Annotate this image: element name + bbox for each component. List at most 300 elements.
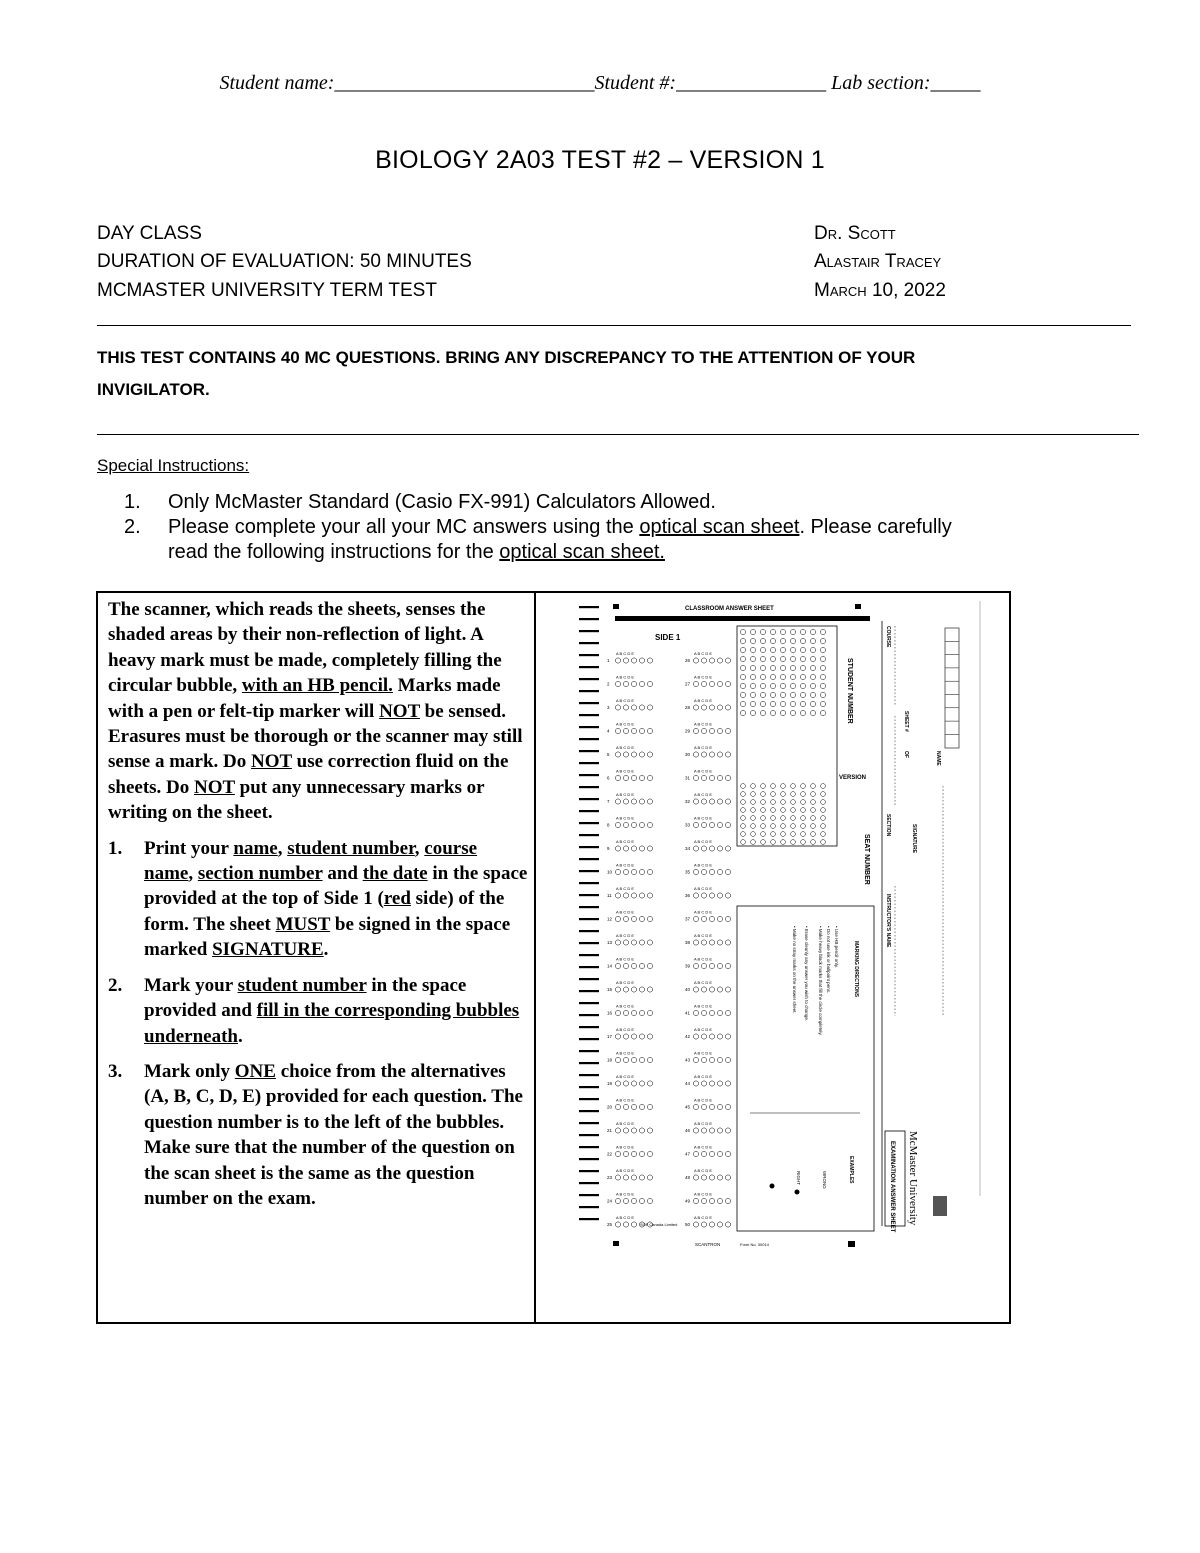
id-bubble[interactable] xyxy=(820,638,825,643)
id-bubble[interactable] xyxy=(780,656,785,661)
seat-bubble[interactable] xyxy=(751,832,756,837)
answer-bubble[interactable] xyxy=(647,658,652,663)
answer-bubble[interactable] xyxy=(717,1222,722,1227)
answer-bubble[interactable] xyxy=(693,1128,698,1133)
seat-bubble[interactable] xyxy=(811,800,816,805)
answer-bubble[interactable] xyxy=(701,1222,706,1227)
id-bubble[interactable] xyxy=(790,665,795,670)
answer-bubble[interactable] xyxy=(623,752,628,757)
answer-bubble[interactable] xyxy=(631,940,636,945)
answer-bubble[interactable] xyxy=(615,987,620,992)
answer-bubble[interactable] xyxy=(623,705,628,710)
answer-bubble[interactable] xyxy=(647,1010,652,1015)
seat-bubble[interactable] xyxy=(791,808,796,813)
answer-bubble[interactable] xyxy=(725,681,730,686)
id-bubble[interactable] xyxy=(760,692,765,697)
answer-bubble[interactable] xyxy=(647,752,652,757)
id-bubble[interactable] xyxy=(740,710,745,715)
answer-bubble[interactable] xyxy=(647,916,652,921)
answer-bubble[interactable] xyxy=(647,846,652,851)
student-name-blank[interactable]: __________________________ xyxy=(334,72,595,94)
answer-bubble[interactable] xyxy=(631,1128,636,1133)
seat-bubble[interactable] xyxy=(741,840,746,845)
answer-bubble[interactable] xyxy=(725,1128,730,1133)
seat-bubble[interactable] xyxy=(781,784,786,789)
seat-bubble[interactable] xyxy=(791,816,796,821)
answer-bubble[interactable] xyxy=(717,893,722,898)
seat-bubble[interactable] xyxy=(821,784,826,789)
answer-bubble[interactable] xyxy=(701,1034,706,1039)
id-bubble[interactable] xyxy=(780,674,785,679)
answer-bubble[interactable] xyxy=(631,1151,636,1156)
answer-bubble[interactable] xyxy=(647,775,652,780)
answer-bubble[interactable] xyxy=(647,681,652,686)
answer-bubble[interactable] xyxy=(709,705,714,710)
answer-bubble[interactable] xyxy=(647,705,652,710)
id-bubble[interactable] xyxy=(790,629,795,634)
answer-bubble[interactable] xyxy=(631,822,636,827)
answer-bubble[interactable] xyxy=(717,822,722,827)
id-bubble[interactable] xyxy=(760,647,765,652)
id-bubble[interactable] xyxy=(750,647,755,652)
id-bubble[interactable] xyxy=(810,674,815,679)
answer-bubble[interactable] xyxy=(647,1198,652,1203)
answer-bubble[interactable] xyxy=(709,1081,714,1086)
id-bubble[interactable] xyxy=(790,656,795,661)
answer-bubble[interactable] xyxy=(647,1175,652,1180)
answer-bubble[interactable] xyxy=(623,775,628,780)
answer-bubble[interactable] xyxy=(717,658,722,663)
answer-bubble[interactable] xyxy=(615,1104,620,1109)
id-bubble[interactable] xyxy=(760,629,765,634)
id-bubble[interactable] xyxy=(790,683,795,688)
answer-bubble[interactable] xyxy=(717,1175,722,1180)
answer-bubble[interactable] xyxy=(623,1081,628,1086)
seat-bubble[interactable] xyxy=(771,808,776,813)
answer-bubble[interactable] xyxy=(639,916,644,921)
seat-bubble[interactable] xyxy=(801,840,806,845)
answer-bubble[interactable] xyxy=(639,822,644,827)
seat-bubble[interactable] xyxy=(801,808,806,813)
seat-bubble[interactable] xyxy=(761,800,766,805)
id-bubble[interactable] xyxy=(780,629,785,634)
id-bubble[interactable] xyxy=(780,647,785,652)
answer-bubble[interactable] xyxy=(623,822,628,827)
answer-bubble[interactable] xyxy=(623,799,628,804)
answer-bubble[interactable] xyxy=(701,869,706,874)
seat-bubble[interactable] xyxy=(811,792,816,797)
answer-bubble[interactable] xyxy=(709,1128,714,1133)
answer-bubble[interactable] xyxy=(725,1198,730,1203)
seat-bubble[interactable] xyxy=(811,808,816,813)
answer-bubble[interactable] xyxy=(623,940,628,945)
seat-bubble[interactable] xyxy=(751,784,756,789)
id-bubble[interactable] xyxy=(770,692,775,697)
answer-bubble[interactable] xyxy=(717,963,722,968)
answer-bubble[interactable] xyxy=(615,1034,620,1039)
seat-bubble[interactable] xyxy=(751,824,756,829)
seat-bubble[interactable] xyxy=(771,824,776,829)
id-bubble[interactable] xyxy=(740,683,745,688)
answer-bubble[interactable] xyxy=(623,916,628,921)
answer-bubble[interactable] xyxy=(647,869,652,874)
seat-bubble[interactable] xyxy=(741,808,746,813)
answer-bubble[interactable] xyxy=(701,1175,706,1180)
answer-bubble[interactable] xyxy=(631,893,636,898)
id-bubble[interactable] xyxy=(820,674,825,679)
answer-bubble[interactable] xyxy=(709,916,714,921)
answer-bubble[interactable] xyxy=(647,822,652,827)
answer-bubble[interactable] xyxy=(709,681,714,686)
answer-bubble[interactable] xyxy=(639,658,644,663)
answer-bubble[interactable] xyxy=(647,1057,652,1062)
seat-bubble[interactable] xyxy=(821,808,826,813)
id-bubble[interactable] xyxy=(790,674,795,679)
seat-bubble[interactable] xyxy=(791,824,796,829)
answer-bubble[interactable] xyxy=(725,940,730,945)
answer-bubble[interactable] xyxy=(639,775,644,780)
id-bubble[interactable] xyxy=(750,692,755,697)
answer-bubble[interactable] xyxy=(693,1081,698,1086)
id-bubble[interactable] xyxy=(820,647,825,652)
answer-bubble[interactable] xyxy=(693,1057,698,1062)
answer-bubble[interactable] xyxy=(647,1151,652,1156)
answer-bubble[interactable] xyxy=(639,1128,644,1133)
answer-bubble[interactable] xyxy=(725,822,730,827)
id-bubble[interactable] xyxy=(770,683,775,688)
seat-bubble[interactable] xyxy=(811,784,816,789)
id-bubble[interactable] xyxy=(810,710,815,715)
answer-bubble[interactable] xyxy=(725,893,730,898)
answer-bubble[interactable] xyxy=(631,1034,636,1039)
seat-bubble[interactable] xyxy=(801,816,806,821)
answer-bubble[interactable] xyxy=(615,869,620,874)
id-bubble[interactable] xyxy=(800,701,805,706)
id-bubble[interactable] xyxy=(740,629,745,634)
id-bubble[interactable] xyxy=(820,656,825,661)
answer-bubble[interactable] xyxy=(725,658,730,663)
answer-bubble[interactable] xyxy=(615,658,620,663)
answer-bubble[interactable] xyxy=(615,940,620,945)
seat-bubble[interactable] xyxy=(791,840,796,845)
answer-bubble[interactable] xyxy=(639,1151,644,1156)
id-bubble[interactable] xyxy=(760,674,765,679)
answer-bubble[interactable] xyxy=(701,963,706,968)
answer-bubble[interactable] xyxy=(709,658,714,663)
answer-bubble[interactable] xyxy=(623,987,628,992)
id-bubble[interactable] xyxy=(810,692,815,697)
seat-bubble[interactable] xyxy=(771,816,776,821)
answer-bubble[interactable] xyxy=(647,1128,652,1133)
answer-bubble[interactable] xyxy=(639,752,644,757)
answer-bubble[interactable] xyxy=(725,1175,730,1180)
answer-bubble[interactable] xyxy=(693,1151,698,1156)
answer-bubble[interactable] xyxy=(631,775,636,780)
seat-bubble[interactable] xyxy=(741,784,746,789)
answer-bubble[interactable] xyxy=(701,705,706,710)
answer-bubble[interactable] xyxy=(693,1198,698,1203)
answer-bubble[interactable] xyxy=(615,705,620,710)
answer-bubble[interactable] xyxy=(631,987,636,992)
answer-bubble[interactable] xyxy=(639,681,644,686)
answer-bubble[interactable] xyxy=(615,799,620,804)
answer-bubble[interactable] xyxy=(623,893,628,898)
answer-bubble[interactable] xyxy=(701,799,706,804)
answer-bubble[interactable] xyxy=(709,940,714,945)
answer-bubble[interactable] xyxy=(631,1222,636,1227)
answer-bubble[interactable] xyxy=(639,1081,644,1086)
id-bubble[interactable] xyxy=(820,710,825,715)
answer-bubble[interactable] xyxy=(709,869,714,874)
answer-bubble[interactable] xyxy=(647,1081,652,1086)
answer-bubble[interactable] xyxy=(615,1081,620,1086)
answer-bubble[interactable] xyxy=(709,822,714,827)
seat-bubble[interactable] xyxy=(781,792,786,797)
answer-bubble[interactable] xyxy=(725,916,730,921)
answer-bubble[interactable] xyxy=(725,846,730,851)
id-bubble[interactable] xyxy=(760,701,765,706)
answer-bubble[interactable] xyxy=(639,705,644,710)
seat-bubble[interactable] xyxy=(761,784,766,789)
answer-bubble[interactable] xyxy=(623,681,628,686)
answer-bubble[interactable] xyxy=(709,799,714,804)
id-bubble[interactable] xyxy=(740,701,745,706)
answer-bubble[interactable] xyxy=(701,940,706,945)
lab-section-blank[interactable]: _____ xyxy=(930,72,981,94)
answer-bubble[interactable] xyxy=(701,775,706,780)
answer-bubble[interactable] xyxy=(717,775,722,780)
seat-bubble[interactable] xyxy=(801,800,806,805)
seat-bubble[interactable] xyxy=(771,784,776,789)
answer-bubble[interactable] xyxy=(639,1198,644,1203)
answer-bubble[interactable] xyxy=(709,1151,714,1156)
answer-bubble[interactable] xyxy=(709,752,714,757)
id-bubble[interactable] xyxy=(780,638,785,643)
id-bubble[interactable] xyxy=(740,692,745,697)
answer-bubble[interactable] xyxy=(639,963,644,968)
seat-bubble[interactable] xyxy=(771,792,776,797)
answer-bubble[interactable] xyxy=(725,1104,730,1109)
seat-bubble[interactable] xyxy=(811,816,816,821)
answer-bubble[interactable] xyxy=(623,1104,628,1109)
id-bubble[interactable] xyxy=(800,647,805,652)
seat-bubble[interactable] xyxy=(801,784,806,789)
answer-bubble[interactable] xyxy=(725,799,730,804)
answer-bubble[interactable] xyxy=(701,1151,706,1156)
seat-bubble[interactable] xyxy=(761,840,766,845)
seat-bubble[interactable] xyxy=(821,824,826,829)
id-bubble[interactable] xyxy=(770,638,775,643)
id-bubble[interactable] xyxy=(790,692,795,697)
answer-bubble[interactable] xyxy=(701,1198,706,1203)
answer-bubble[interactable] xyxy=(615,775,620,780)
id-bubble[interactable] xyxy=(770,665,775,670)
answer-bubble[interactable] xyxy=(647,1034,652,1039)
answer-bubble[interactable] xyxy=(693,799,698,804)
answer-bubble[interactable] xyxy=(631,1104,636,1109)
answer-bubble[interactable] xyxy=(693,987,698,992)
seat-bubble[interactable] xyxy=(821,816,826,821)
answer-bubble[interactable] xyxy=(639,1057,644,1062)
answer-bubble[interactable] xyxy=(725,775,730,780)
answer-bubble[interactable] xyxy=(647,728,652,733)
answer-bubble[interactable] xyxy=(701,658,706,663)
answer-bubble[interactable] xyxy=(631,705,636,710)
answer-bubble[interactable] xyxy=(717,752,722,757)
seat-bubble[interactable] xyxy=(751,808,756,813)
seat-bubble[interactable] xyxy=(741,816,746,821)
answer-bubble[interactable] xyxy=(709,987,714,992)
answer-bubble[interactable] xyxy=(615,893,620,898)
id-bubble[interactable] xyxy=(810,638,815,643)
answer-bubble[interactable] xyxy=(717,1151,722,1156)
id-bubble[interactable] xyxy=(800,683,805,688)
answer-bubble[interactable] xyxy=(693,1175,698,1180)
answer-bubble[interactable] xyxy=(717,799,722,804)
answer-bubble[interactable] xyxy=(717,916,722,921)
seat-bubble[interactable] xyxy=(781,840,786,845)
answer-bubble[interactable] xyxy=(693,728,698,733)
answer-bubble[interactable] xyxy=(709,775,714,780)
id-bubble[interactable] xyxy=(780,665,785,670)
id-bubble[interactable] xyxy=(810,683,815,688)
id-bubble[interactable] xyxy=(810,701,815,706)
answer-bubble[interactable] xyxy=(615,916,620,921)
answer-bubble[interactable] xyxy=(725,1057,730,1062)
answer-bubble[interactable] xyxy=(631,728,636,733)
id-bubble[interactable] xyxy=(740,638,745,643)
id-bubble[interactable] xyxy=(760,656,765,661)
seat-bubble[interactable] xyxy=(761,824,766,829)
answer-bubble[interactable] xyxy=(631,799,636,804)
answer-bubble[interactable] xyxy=(693,658,698,663)
answer-bubble[interactable] xyxy=(693,869,698,874)
answer-bubble[interactable] xyxy=(717,1128,722,1133)
id-bubble[interactable] xyxy=(770,701,775,706)
answer-bubble[interactable] xyxy=(717,1104,722,1109)
id-bubble[interactable] xyxy=(750,674,755,679)
seat-bubble[interactable] xyxy=(751,800,756,805)
id-bubble[interactable] xyxy=(790,710,795,715)
seat-bubble[interactable] xyxy=(771,800,776,805)
seat-bubble[interactable] xyxy=(781,816,786,821)
answer-bubble[interactable] xyxy=(639,893,644,898)
answer-bubble[interactable] xyxy=(623,1175,628,1180)
id-bubble[interactable] xyxy=(770,710,775,715)
seat-bubble[interactable] xyxy=(821,832,826,837)
answer-bubble[interactable] xyxy=(725,752,730,757)
answer-bubble[interactable] xyxy=(717,869,722,874)
seat-bubble[interactable] xyxy=(741,792,746,797)
id-bubble[interactable] xyxy=(800,692,805,697)
answer-bubble[interactable] xyxy=(693,916,698,921)
seat-bubble[interactable] xyxy=(811,824,816,829)
seat-bubble[interactable] xyxy=(751,816,756,821)
answer-bubble[interactable] xyxy=(631,1010,636,1015)
answer-bubble[interactable] xyxy=(693,1104,698,1109)
answer-bubble[interactable] xyxy=(709,1222,714,1227)
answer-bubble[interactable] xyxy=(701,681,706,686)
id-bubble[interactable] xyxy=(740,674,745,679)
id-bubble[interactable] xyxy=(770,674,775,679)
answer-bubble[interactable] xyxy=(725,705,730,710)
id-bubble[interactable] xyxy=(750,638,755,643)
answer-bubble[interactable] xyxy=(725,869,730,874)
seat-bubble[interactable] xyxy=(741,832,746,837)
answer-bubble[interactable] xyxy=(709,1034,714,1039)
seat-bubble[interactable] xyxy=(781,808,786,813)
answer-bubble[interactable] xyxy=(701,916,706,921)
answer-bubble[interactable] xyxy=(639,1175,644,1180)
seat-bubble[interactable] xyxy=(741,800,746,805)
answer-bubble[interactable] xyxy=(615,1057,620,1062)
answer-bubble[interactable] xyxy=(725,1222,730,1227)
id-bubble[interactable] xyxy=(740,656,745,661)
id-bubble[interactable] xyxy=(740,665,745,670)
answer-bubble[interactable] xyxy=(693,940,698,945)
answer-bubble[interactable] xyxy=(701,1128,706,1133)
answer-bubble[interactable] xyxy=(647,893,652,898)
seat-bubble[interactable] xyxy=(751,792,756,797)
answer-bubble[interactable] xyxy=(615,1010,620,1015)
id-bubble[interactable] xyxy=(800,629,805,634)
answer-bubble[interactable] xyxy=(631,1198,636,1203)
answer-bubble[interactable] xyxy=(631,916,636,921)
answer-bubble[interactable] xyxy=(639,1104,644,1109)
answer-bubble[interactable] xyxy=(701,893,706,898)
id-bubble[interactable] xyxy=(760,683,765,688)
seat-bubble[interactable] xyxy=(791,800,796,805)
answer-bubble[interactable] xyxy=(623,1010,628,1015)
id-bubble[interactable] xyxy=(740,647,745,652)
answer-bubble[interactable] xyxy=(725,1010,730,1015)
answer-bubble[interactable] xyxy=(693,822,698,827)
id-bubble[interactable] xyxy=(820,629,825,634)
answer-bubble[interactable] xyxy=(709,1057,714,1062)
answer-bubble[interactable] xyxy=(709,728,714,733)
answer-bubble[interactable] xyxy=(717,940,722,945)
id-bubble[interactable] xyxy=(800,710,805,715)
answer-bubble[interactable] xyxy=(639,799,644,804)
id-bubble[interactable] xyxy=(770,656,775,661)
answer-bubble[interactable] xyxy=(623,1198,628,1203)
answer-bubble[interactable] xyxy=(717,728,722,733)
answer-bubble[interactable] xyxy=(717,1198,722,1203)
id-bubble[interactable] xyxy=(800,656,805,661)
seat-bubble[interactable] xyxy=(801,824,806,829)
seat-bubble[interactable] xyxy=(821,792,826,797)
id-bubble[interactable] xyxy=(820,665,825,670)
answer-bubble[interactable] xyxy=(631,869,636,874)
id-bubble[interactable] xyxy=(780,710,785,715)
seat-bubble[interactable] xyxy=(761,816,766,821)
answer-bubble[interactable] xyxy=(709,893,714,898)
answer-bubble[interactable] xyxy=(623,1057,628,1062)
answer-bubble[interactable] xyxy=(647,940,652,945)
answer-bubble[interactable] xyxy=(615,846,620,851)
id-bubble[interactable] xyxy=(750,683,755,688)
answer-bubble[interactable] xyxy=(725,1034,730,1039)
seat-bubble[interactable] xyxy=(771,840,776,845)
answer-bubble[interactable] xyxy=(615,681,620,686)
id-bubble[interactable] xyxy=(770,647,775,652)
answer-bubble[interactable] xyxy=(647,987,652,992)
answer-bubble[interactable] xyxy=(647,799,652,804)
answer-bubble[interactable] xyxy=(647,1104,652,1109)
answer-bubble[interactable] xyxy=(709,1198,714,1203)
answer-bubble[interactable] xyxy=(693,846,698,851)
id-bubble[interactable] xyxy=(790,701,795,706)
